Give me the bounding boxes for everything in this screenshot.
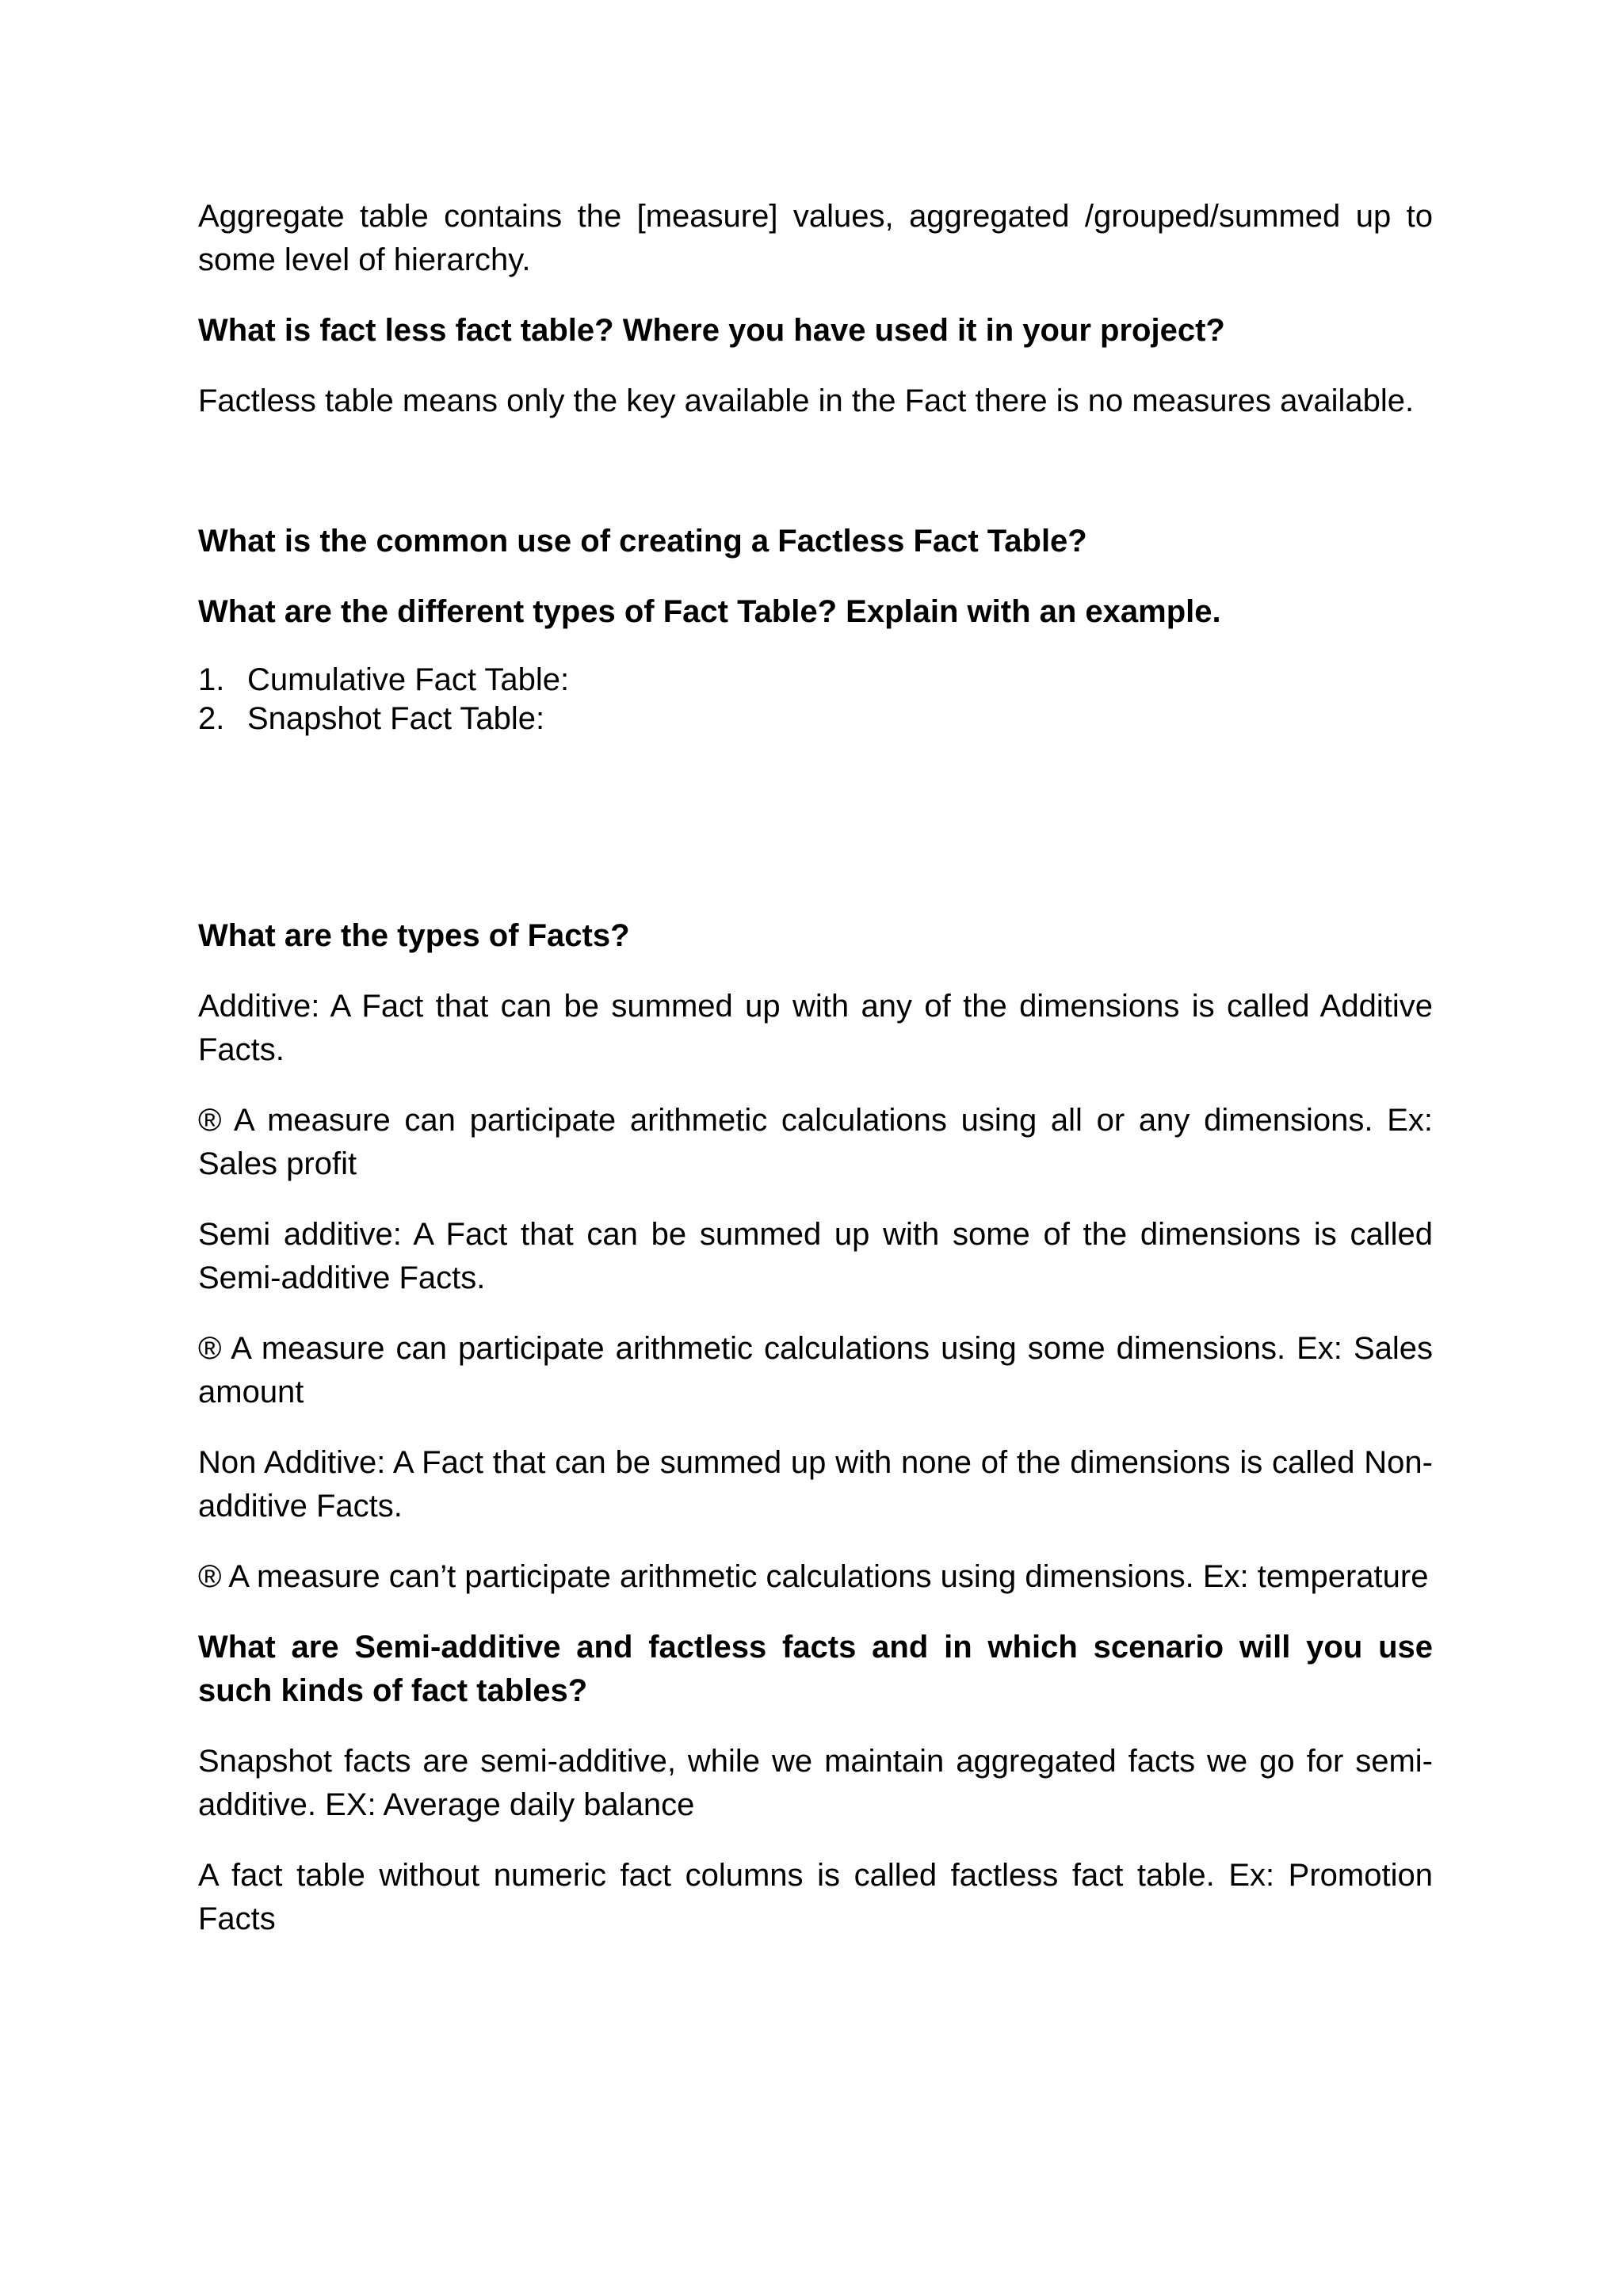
question-fact-table-types: What are the different types of Fact Table? Explain with an example. [198,594,1221,629]
aggregate-table-paragraph: Aggregate table contains the [measure] values, aggregated /grouped/summed up to some level of hierarchy. [198,199,1433,277]
additive-note: ® A measure can participate arithmetic calculations using all or any dimensions. Ex: Sales profit [198,1103,1433,1181]
semi-additive-definition: Semi additive: A Fact that can be summed up with some of the dimensions is called Semi-additive Facts. [198,1217,1433,1295]
question-factless-table: What is fact less fact table? Where you have used it in your project? [198,313,1225,348]
question-types-of-facts: What are the types of Facts? [198,918,630,953]
fact-table-types-list [198,661,1433,738]
non-additive-note: ® A measure can’t participate arithmetic calculations using dimensions. Ex: temperature [198,1559,1429,1594]
factless-table-answer: Factless table means only the key available in the Fact there is no measures available. [198,383,1415,418]
additive-definition: Additive: A Fact that can be summed up with any of the dimensions is called Additive Facts. [198,989,1433,1067]
list-item-text: Cumulative Fact Table: [247,662,570,697]
factless-fact-table-answer: A fact table without numeric fact columns is called factless fact table. Ex: Promotion Facts [198,1858,1433,1936]
semi-additive-note: ® A measure can participate arithmetic calculations using some dimensions. Ex: Sales amount [198,1331,1433,1409]
list-item-text: Snapshot Fact Table: [247,701,545,736]
document-body [198,195,1433,1941]
list-item-number: 1. [198,662,225,697]
list-item-number: 2. [198,701,225,736]
snapshot-facts-answer: Snapshot facts are semi-additive, while we maintain aggregated facts we go for semi-additive. EX: Average daily balance [198,1744,1433,1822]
non-additive-definition: Non Additive: A Fact that can be summed up with none of the dimensions is called Non-additive Facts. [198,1445,1433,1524]
list-item [198,700,1433,738]
question-factless-common-use: What is the common use of creating a Factless Fact Table? [198,524,1087,559]
question-semi-additive-factless: What are Semi-additive and factless facts and in which scenario will you use such kinds of fact tables? [198,1630,1433,1708]
list-item [198,661,1433,700]
